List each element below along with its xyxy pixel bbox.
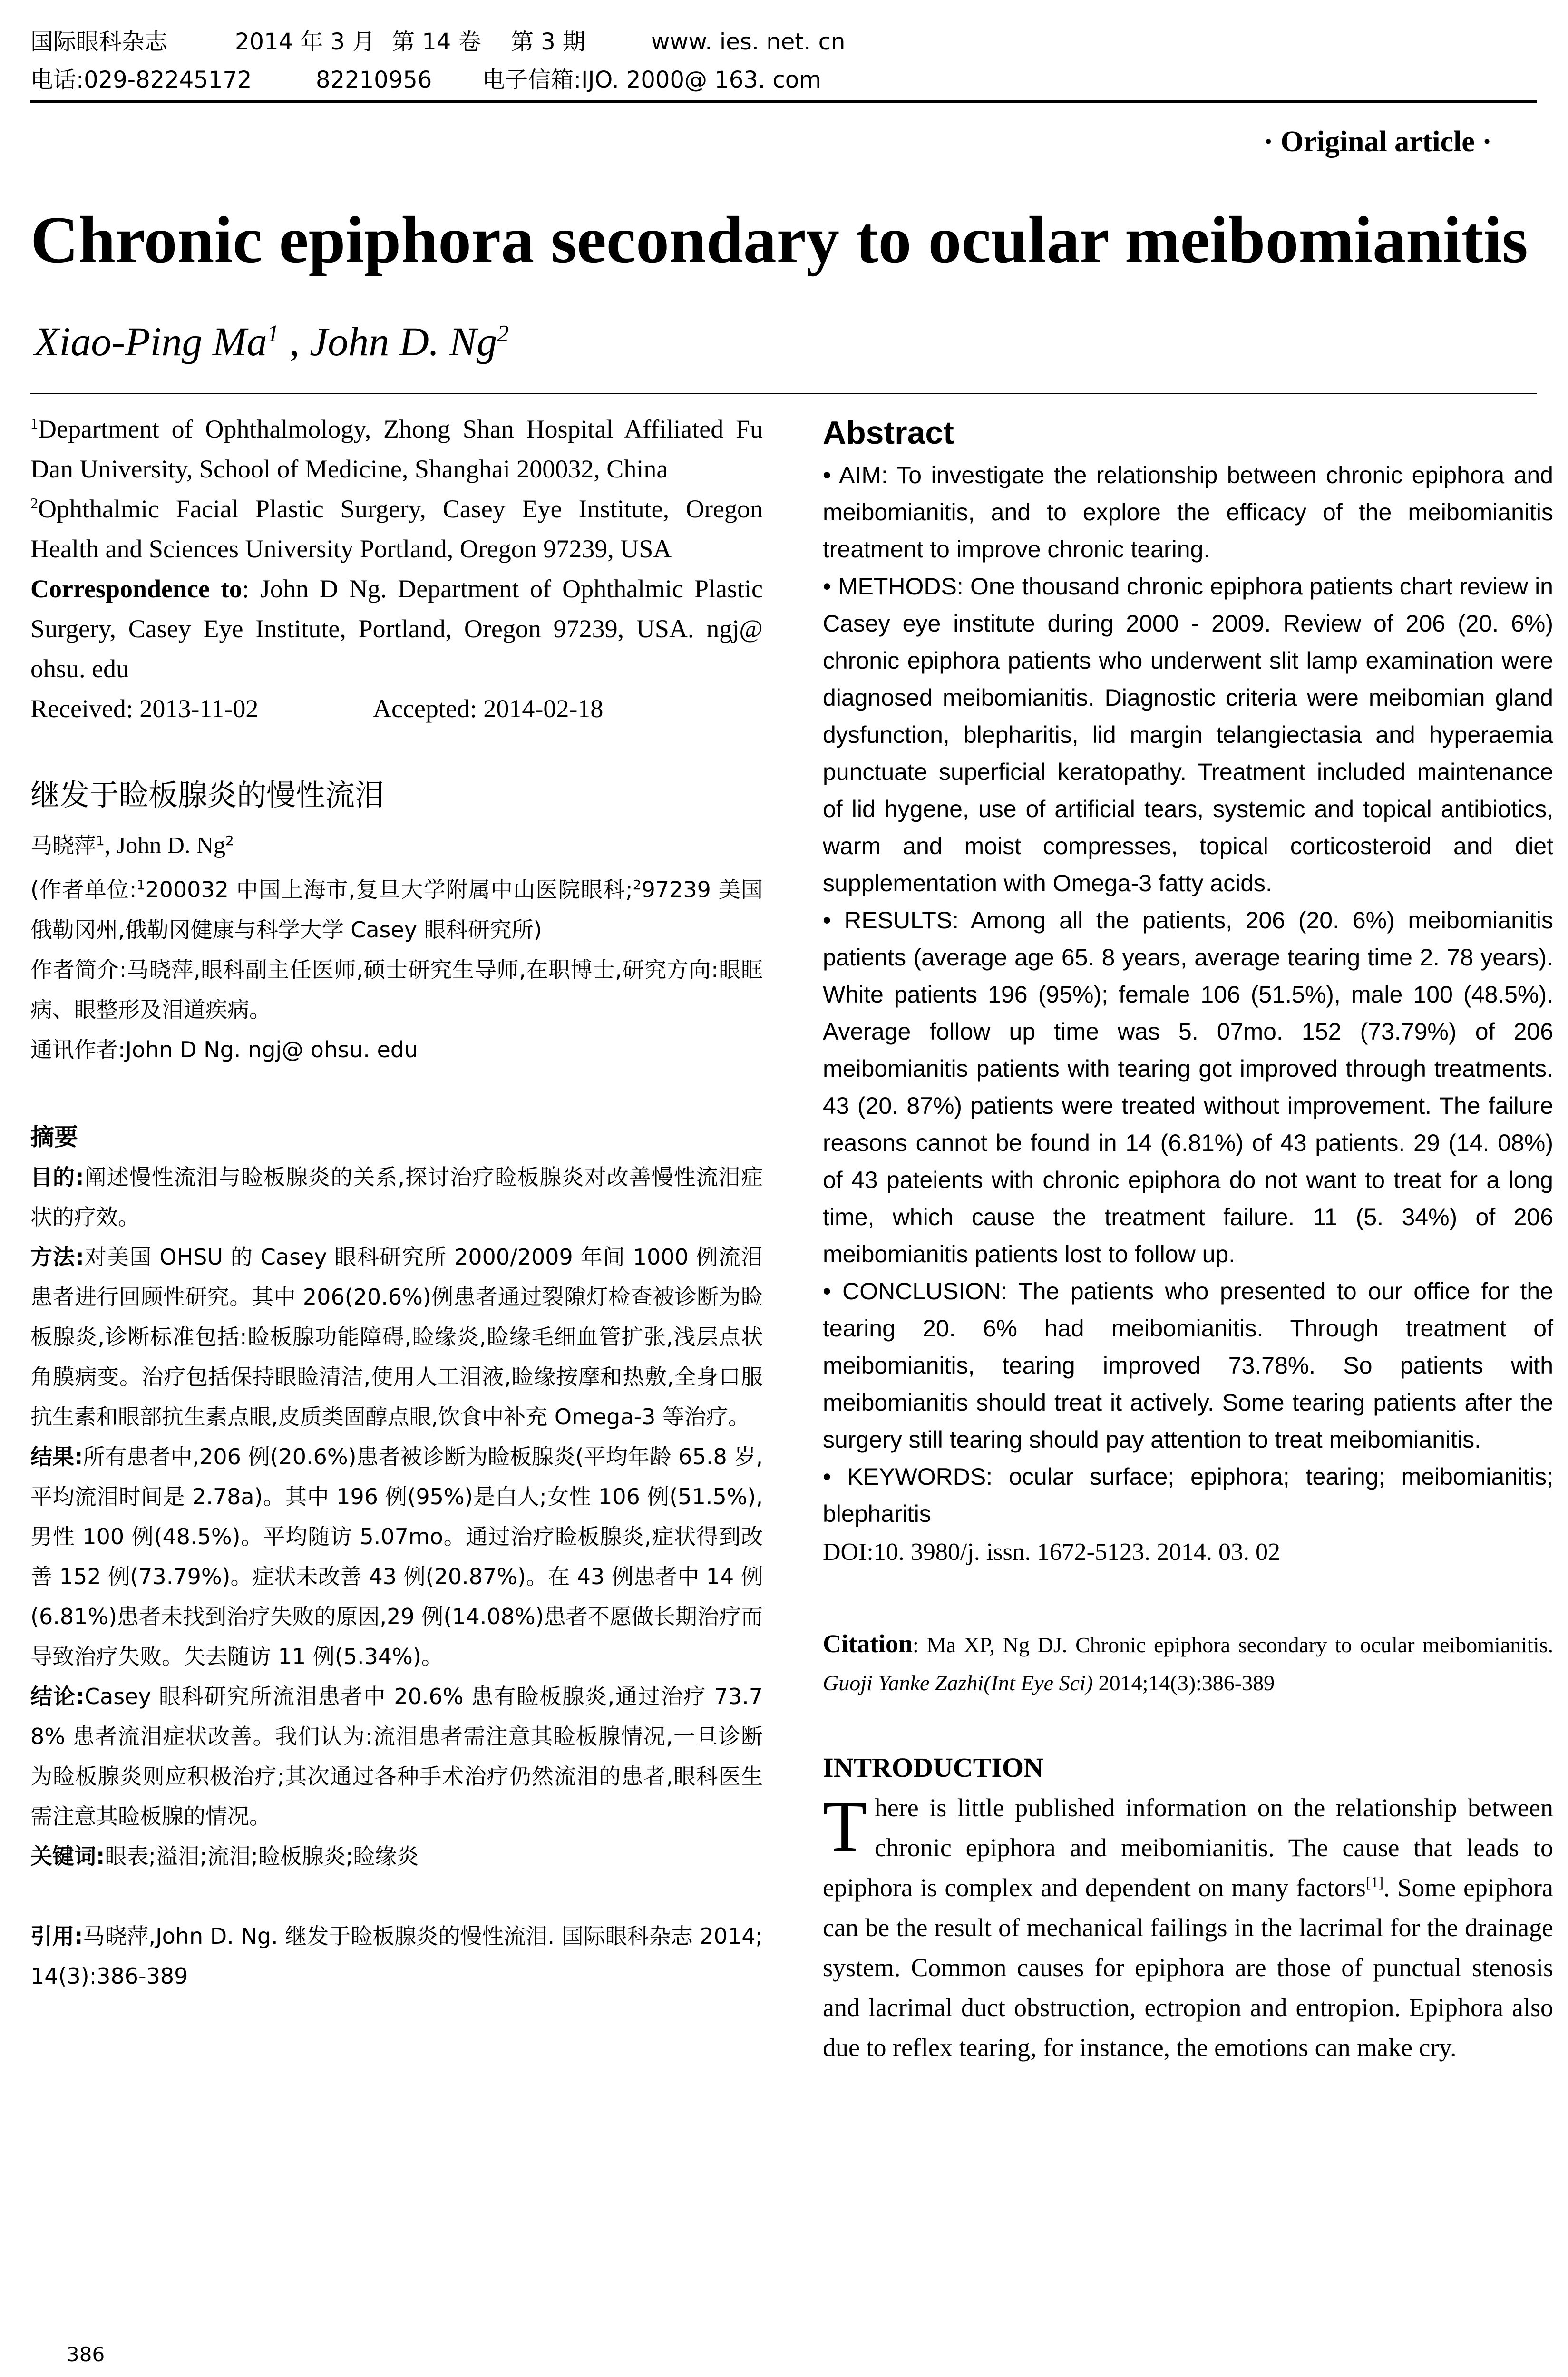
cn-bio: 作者简介:马晓萍,眼科副主任医师,硕士研究生导师,在职博士,研究方向:眼眶病、眼整形及泪道疾病。 bbox=[30, 956, 763, 1023]
correspondence-text: : John D Ng. Department of Ophthalmic Plastic Surgery, Casey Eye Institute, Portland, Oregon 97239, USA. ngj@ ohsu. edu bbox=[30, 575, 763, 683]
journal-phone-2: 82210956 bbox=[316, 67, 432, 93]
cn-author-1: 马晓萍 bbox=[30, 832, 96, 858]
journal-email: 电子信箱:IJO. 2000@ 163. com bbox=[482, 67, 821, 93]
cn-title: 继发于睑板腺炎的慢性流泪 bbox=[30, 778, 385, 812]
cn-units bbox=[30, 865, 763, 949]
affiliation-2 bbox=[30, 489, 763, 569]
header-rule bbox=[30, 100, 1537, 103]
author-2: John D. Ng bbox=[310, 319, 497, 364]
correspondence-label: Correspondence to bbox=[30, 575, 242, 603]
issue-date: 2014 年 3 月 bbox=[235, 29, 375, 55]
running-header-line1 bbox=[30, 28, 845, 56]
journal-website: www. ies. net. cn bbox=[651, 29, 846, 55]
introduction-heading: INTRODUCTION bbox=[823, 1752, 1044, 1783]
left-column bbox=[30, 409, 763, 1996]
page-number: 386 bbox=[67, 2343, 105, 2366]
cn-keywords bbox=[30, 1836, 763, 1876]
correspondence bbox=[30, 569, 763, 689]
cn-unit-marker-1: 1 bbox=[136, 877, 146, 893]
aff1-marker: 1 bbox=[30, 415, 38, 432]
cn-citation bbox=[30, 1916, 763, 1996]
cn-objective bbox=[30, 1157, 763, 1237]
volume: 第 14 卷 bbox=[392, 29, 481, 55]
author-2-affil: 2 bbox=[497, 320, 509, 347]
author-list bbox=[34, 318, 509, 365]
cn-methods bbox=[30, 1237, 763, 1437]
journal-name: 国际眼科杂志 bbox=[30, 29, 168, 55]
abstract-methods: • METHODS: One thousand chronic epiphora patients chart review in Casey eye institute during 2000 - 2009. Review of 206 (20. 6%) chronic epiphora patients who underwent slit lamp examination were diagnosed meibomianitis. Diagnostic criteria were meibomian gland dysfunction, blepharitis, lid margin telangiectasia and hyperaemia punctuate superficial keratopathy. Treatment included maintenance of lid hygene, use of artificial tears, systemic and topical antibiotics, warm and moist compresses, topical corticosteroid and diet supplementation with Omega-3 fatty acids. bbox=[823, 573, 1553, 896]
drop-cap: T bbox=[823, 1786, 867, 1866]
cn-keywords-text: 眼表;溢泪;流泪;睑板腺炎;睑缘炎 bbox=[105, 1843, 419, 1869]
abstract-results: • RESULTS: Among all the patients, 206 (20. 6%) meibomianitis patients (average age 65. 8 years, average tearing time 2. 78 years). White patients 196 (95%); female 106 (51.5%), male 100 (48.5%). Average follow up time was 5. 07mo. 152 (73.79%) of 206 meibomianitis patients with tearing got improved through treatments. 43 (20. 87%) patients were treated without improvement. The failure reasons cannot be found in 14 (6.81%) of 43 patients. 29 (14. 08%) of 43 pateients with chronic epiphora do not want to treat for a long time, which cause the treatment failure. 11 (5. 34%) of 206 meibomianitis patients lost to follow up. bbox=[823, 907, 1553, 1267]
accepted-date: Accepted: 2014-02-18 bbox=[373, 694, 604, 723]
intro-text-b: . Some epiphora can be the result of mechanical failings in the lacrimal for the drainage system. Common causes for epiphora are those of punctual stenosis and lacrimal duct obstruction, ectropion and entropion. Epiphora also due to reflex tearing, for instance, the emotions can make cry. bbox=[823, 1873, 1553, 2062]
abstract-keywords: • KEYWORDS: ocular surface; epiphora; tearing; meibomianitis; blepharitis bbox=[823, 1463, 1553, 1527]
intro-reference-1: [1] bbox=[1365, 1873, 1384, 1890]
cn-unit-open: (作者单位: bbox=[30, 877, 137, 903]
introduction-paragraph bbox=[823, 1788, 1553, 2067]
citation-volume: 2014;14(3):386-389 bbox=[1093, 1671, 1275, 1695]
citation-text: : Ma XP, Ng DJ. Chronic epiphora secondary to ocular meibomianitis. bbox=[913, 1633, 1553, 1657]
cn-author-2: , John D. Ng bbox=[104, 831, 226, 858]
journal-phone: 电话:029-82245172 bbox=[30, 67, 252, 93]
cn-unit-2: 97239 美国俄勒冈州,俄勒冈健康与科学大学 Casey 眼科研究所) bbox=[30, 877, 763, 943]
cn-results-text: 所有患者中,206 例(20.6%)患者被诊断为睑板腺炎(平均年龄 65.8 岁,平均流泪时间是 2.78a)。其中 196 例(95%)是白人;女性 106 例(51.5%),男性 100 例(48.5%)。平均随访 5.07mo。通过治疗睑板腺炎,症状得到改善 152 例(73.79%)。症状未改善 43 例(20.87%)。在 43 例患者中 14 例(6.81%)患者未找到治疗失败的原因,29 例(14.08%)患者不愿做长期治疗而导致治疗失败。失去随访 11 例(5.34%)。 bbox=[30, 1443, 763, 1669]
intro-text-a: here is little published information on the relationship between chronic epiphora and meibomianitis. The cause that leads to epiphora is complex and dependent on many factors bbox=[823, 1793, 1553, 1902]
cn-keywords-label: 关键词: bbox=[30, 1843, 105, 1869]
aff2-text: Ophthalmic Facial Plastic Surgery, Casey Eye Institute, Oregon Health and Sciences University Portland, Oregon 97239, USA bbox=[30, 495, 763, 563]
affiliation-1 bbox=[30, 409, 763, 489]
cn-unit-marker-2: 2 bbox=[633, 877, 642, 893]
cn-abstract-heading: 摘要 bbox=[30, 1123, 78, 1151]
cn-conclusion-label: 结论: bbox=[30, 1683, 85, 1709]
cn-objective-text: 阐述慢性流泪与睑板腺炎的关系,探讨治疗睑板腺炎对改善慢性流泪症状的疗效。 bbox=[30, 1164, 763, 1230]
cn-unit-1: 200032 中国上海市,复旦大学附属中山医院眼科; bbox=[145, 877, 633, 903]
cn-results-label: 结果: bbox=[30, 1443, 83, 1470]
issue-number: 第 3 期 bbox=[511, 29, 586, 55]
aff2-marker: 2 bbox=[30, 495, 38, 512]
received-date: Received: 2013-11-02 bbox=[30, 694, 259, 723]
abstract-heading: Abstract bbox=[823, 415, 954, 451]
cn-objective-label: 目的: bbox=[30, 1164, 84, 1190]
right-column bbox=[823, 409, 1553, 2067]
abstract-conclusion: • CONCLUSION: The patients who presented to our office for the tearing 20. 6% had meibomianitis. Through treatment of meibomianitis, tearing improved 73.78%. So patients with meibomianitis should treat it actively. Some tearing patients after the surgery still tearing should pay attention to treat meibomianitis. bbox=[823, 1278, 1553, 1453]
cn-author-2-affil: 2 bbox=[225, 833, 234, 848]
cn-citation-label: 引用: bbox=[30, 1923, 83, 1949]
doi: DOI:10. 3980/j. issn. 1672-5123. 2014. 03. 02 bbox=[823, 1539, 1280, 1566]
cn-methods-text: 对美国 OHSU 的 Casey 眼科研究所 2000/2009 年间 1000 例流泪患者进行回顾性研究。其中 206(20.6%)例患者通过裂隙灯检查被诊断为睑板腺炎,诊断标准包括:睑板腺功能障碍,睑缘炎,睑缘毛细血管扩张,浅层点状角膜病变。治疗包括保持眼睑清洁,使用人工泪液,睑缘按摩和热敷,全身口服抗生素和眼部抗生素点眼,皮质类固醇点眼,饮食中补充 Omega-3 等治疗。 bbox=[30, 1244, 763, 1430]
cn-methods-label: 方法: bbox=[30, 1244, 84, 1270]
author-1-affil: 1 bbox=[267, 320, 279, 347]
title-rule bbox=[30, 393, 1537, 394]
cn-correspondence: 通讯作者:John D Ng. ngj@ ohsu. edu bbox=[30, 1036, 419, 1062]
cn-citation-text: 马晓萍,John D. Ng. 继发于睑板腺炎的慢性流泪. 国际眼科杂志 2014;14(3):386-389 bbox=[30, 1923, 763, 1989]
citation-label: Citation bbox=[823, 1629, 913, 1658]
running-header-line2 bbox=[30, 66, 821, 94]
author-1: Xiao-Ping Ma bbox=[34, 319, 267, 364]
cn-results bbox=[30, 1437, 763, 1676]
cn-author-1-affil: 1 bbox=[96, 833, 105, 848]
article-type: · Original article · bbox=[1263, 126, 1492, 158]
citation bbox=[823, 1625, 1553, 1702]
aff1-text: Department of Ophthalmology, Zhong Shan Hospital Affiliated Fu Dan University, School of Medicine, Shanghai 200032, China bbox=[30, 415, 763, 483]
citation-journal: Guoji Yanke Zazhi(Int Eye Sci) bbox=[823, 1671, 1093, 1695]
dates-line bbox=[30, 689, 763, 729]
cn-authors bbox=[30, 821, 763, 865]
article-title: Chronic epiphora secondary to ocular meibomianitis bbox=[30, 203, 1528, 277]
cn-conclusion bbox=[30, 1676, 763, 1836]
cn-conclusion-text: Casey 眼科研究所流泪患者中 20.6% 患有睑板腺炎,通过治疗 73.78% 患者流泪症状改善。我们认为:流泪患者需注意其睑板腺情况,一旦诊断为睑板腺炎则应积极治疗;其次通过各种手术治疗仍然流泪的患者,眼科医生需注意其睑板腺的情况。 bbox=[30, 1683, 763, 1829]
abstract-aim: • AIM: To investigate the relationship between chronic epiphora and meibomianitis, and to explore the efficacy of the meibomianitis treatment to improve chronic tearing. bbox=[823, 462, 1553, 563]
author-separator: , bbox=[279, 319, 310, 364]
